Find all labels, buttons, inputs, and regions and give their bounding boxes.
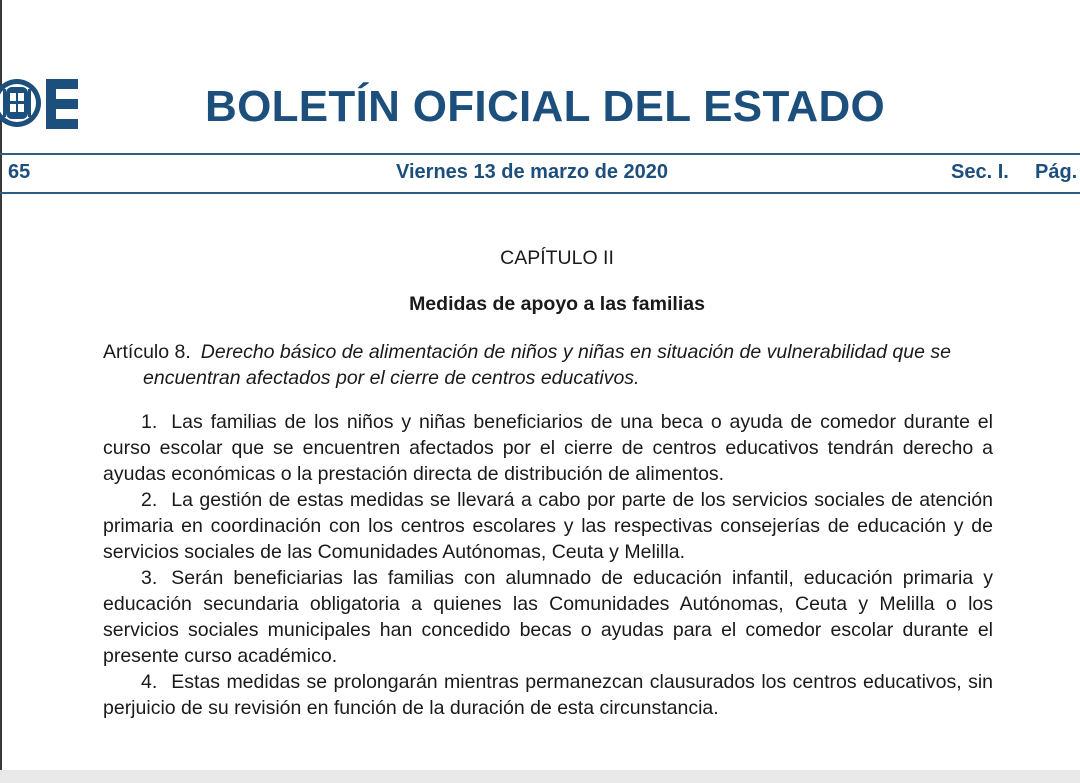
paragraph-text: La gestión de estas medidas se llevará a cabo por parte de los servicios sociales de atención primaria en coordinación con los centros escolares y las respectivas consejerías de educación y de servicios sociales de las Comunidades Autónomas, Ceuta y Melilla. [103, 489, 993, 563]
publication-date: Viernes 13 de marzo de 2020 [396, 161, 669, 183]
page-title: BOLETÍN OFICIAL DEL ESTADO [205, 82, 886, 131]
section-label: Sec. I. [951, 161, 1009, 183]
paragraph-number: 1. [141, 411, 158, 433]
article-heading [103, 339, 993, 391]
document-body [103, 245, 993, 721]
page-bottom-edge [0, 770, 1080, 783]
paragraph-1 [103, 409, 993, 487]
paragraph-number: 2. [141, 489, 158, 511]
paragraph-text: Serán beneficiarias las familias con alumnado de educación infantil, educación primaria y educación secundaria obligatoria a quienes las Comunidades Autónomas, Ceuta y Melilla o los servicios sociales municipales han concedido becas o ayudas para el comedor escolar durante el presente curso académico. [103, 567, 993, 667]
paragraph-text: Estas medidas se prolongarán mientras permanezcan clausurados los centros educativos, sin perjuicio de su revisión en función de la duración de esta circunstancia. [103, 671, 993, 719]
paragraph-4 [103, 669, 993, 721]
header-rule-bottom [0, 192, 1080, 194]
page-label: Pág. [1035, 161, 1078, 183]
header-rule-top [0, 153, 1080, 155]
chapter-title: Medidas de apoyo a las familias [409, 293, 705, 315]
chapter-heading: CAPÍTULO II [500, 247, 614, 269]
article-title: Derecho básico de alimentación de niños y niñas en situación de vulnerabilidad que se encuentran afectados por el cierre de centros educativos. [143, 341, 951, 389]
article-label: Artículo 8. [103, 341, 191, 363]
paragraph-2 [103, 487, 993, 565]
paragraph-3 [103, 565, 993, 669]
boe-logo-icon [0, 73, 80, 133]
paragraph-number: 3. [141, 567, 158, 589]
issue-number: 65 [8, 161, 31, 183]
paragraph-number: 4. [141, 671, 158, 693]
paragraph-text: Las familias de los niños y niñas beneficiarios de una beca o ayuda de comedor durante el curso escolar que se encuentren afectados por el cierre de centros educativos tendrán derecho a ayudas económicas o la prestación directa de distribución de alimentos. [103, 411, 993, 485]
